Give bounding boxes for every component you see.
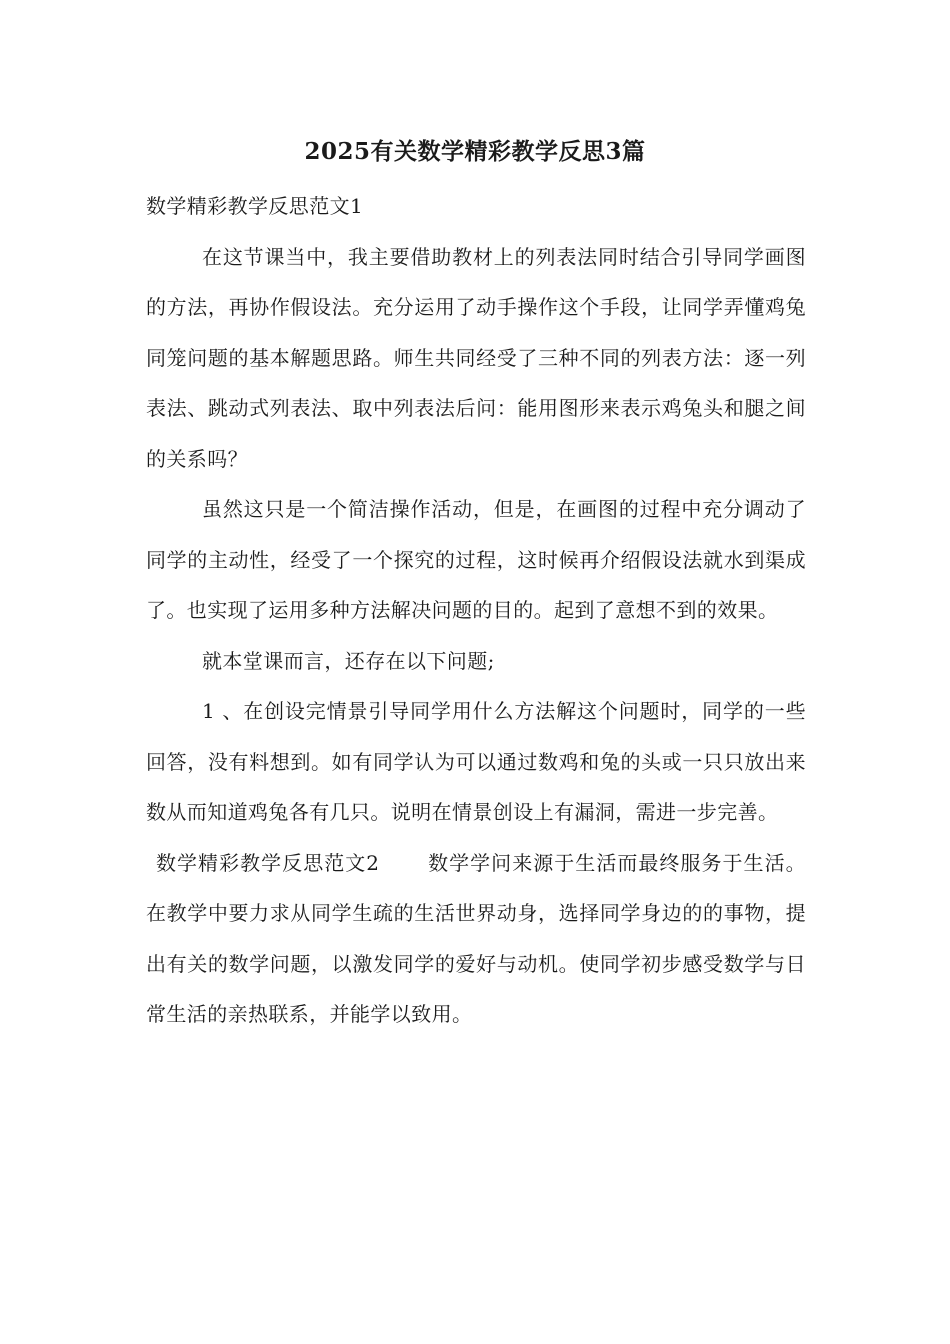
document-title: 2025有关数学精彩教学反思3篇 <box>304 138 646 165</box>
paragraph-3: 就本堂课而言，还存在以下问题; <box>202 648 495 673</box>
paragraph-4: 1 、在创设完情景引导同学用什么方法解这个问题时，同学的一些回答，没有料想到。如有同学认为可以通过数鸡和兔的头或一只只放出来数从而知道鸡兔各有几只。说明在情景创设上有漏洞，需进一步完善。 <box>146 699 806 824</box>
paragraph-2: 虽然这只是一个简洁操作活动，但是，在画图的过程中充分调动了同学的主动性，经受了一个探究的过程，这时候再介绍假设法就水到渠成了。也实现了运用多种方法解决问题的目的。起到了意想不到的效果。 <box>146 497 806 622</box>
paragraph-1: 在这节课当中，我主要借助教材上的列表法同时结合引导同学画图的方法，再协作假设法。充分运用了动手操作这个手段，让同学弄懂鸡兔同笼问题的基本解题思路。师生共同经受了三种不同的列表方法：逐一列表法、跳动式列表法、取中列表法后问：能用图形来表示鸡兔头和腿之间的关系吗？ <box>146 244 806 471</box>
section-2-text: 数学学问来源于生活而最终服务于生活。在教学中要力求从同学生疏的生活世界动身，选择同学身边的的事物，提出有关的数学问题，以激发同学的爱好与动机。使同学初步感受数学与日常生活的亲热联系，并能学以致用。 <box>146 850 806 1026</box>
section-1-heading: 数学精彩教学反思范文1 <box>146 194 364 218</box>
document-body <box>146 181 806 1040</box>
section-2-block <box>146 838 806 1040</box>
section-2-heading: 数学精彩教学反思范文2 <box>156 850 380 875</box>
